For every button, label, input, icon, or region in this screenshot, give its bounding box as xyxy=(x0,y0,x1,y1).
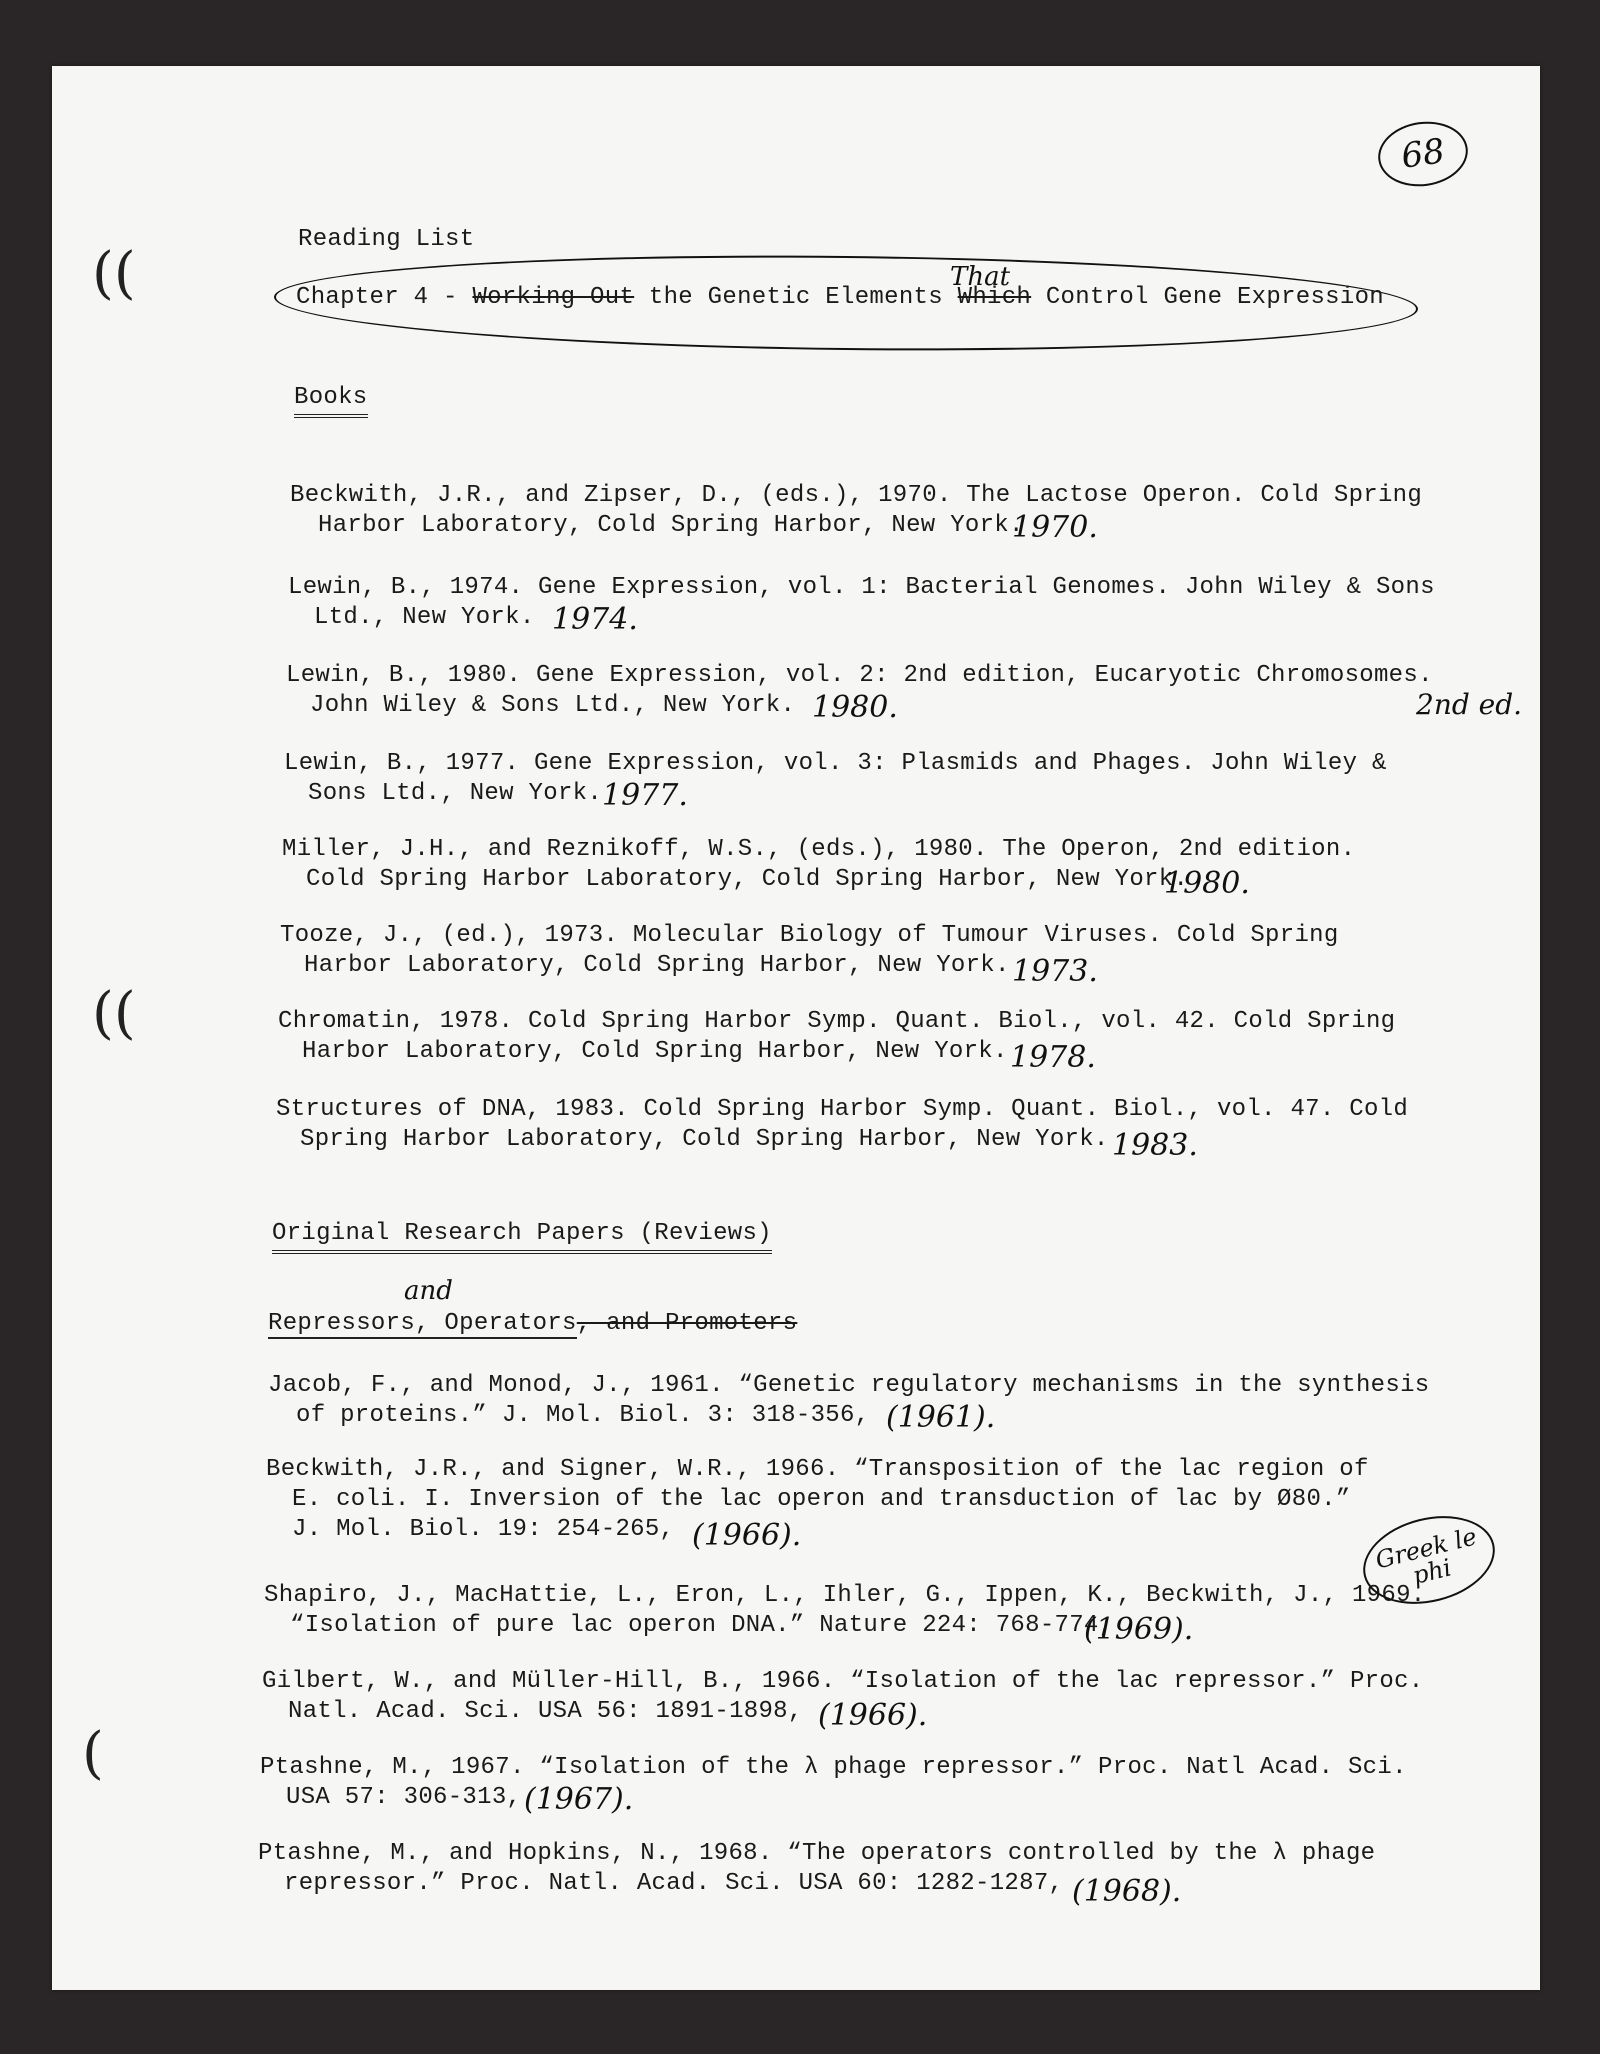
paper-entry-line: E. coli. I. Inversion of the lac operon and transduction of lac by Ø80.” xyxy=(292,1486,1351,1513)
handwritten-year: (1969). xyxy=(1084,1612,1194,1647)
book-entry-line: John Wiley & Sons Ltd., New York. xyxy=(310,692,796,719)
margin-bracket-mark: (( xyxy=(92,241,136,306)
subsection-heading: Repressors, Operators, and Promoters xyxy=(268,1310,798,1337)
handwritten-year: 1978. xyxy=(1010,1040,1096,1075)
book-entry-line: Structures of DNA, 1983. Cold Spring Harbor Symp. Quant. Biol., vol. 47. Cold xyxy=(276,1096,1409,1123)
handwritten-year: (1968). xyxy=(1072,1874,1182,1909)
margin-note-greek-phi: Greek le phi xyxy=(1354,1503,1504,1617)
handwritten-year: 1974. xyxy=(552,602,638,637)
handwritten-year: 1980. xyxy=(1164,866,1250,901)
margin-bracket-mark: ( xyxy=(82,1721,104,1786)
handwritten-edition: 2nd ed. xyxy=(1416,688,1523,721)
paper-entry-line: Jacob, F., and Monod, J., 1961. “Genetic regulatory mechanisms in the synthesis xyxy=(268,1372,1430,1399)
handwritten-year: (1966). xyxy=(692,1518,802,1553)
paper-entry-line: Shapiro, J., MacHattie, L., Eron, L., Ihler, G., Ippen, K., Beckwith, J., 1969. xyxy=(264,1582,1426,1609)
handwritten-insert: That xyxy=(950,262,1011,292)
handwritten-year: (1967). xyxy=(524,1782,634,1817)
book-entry-line: Cold Spring Harbor Laboratory, Cold Spring Harbor, New York. xyxy=(306,866,1189,893)
handwritten-year: 1973. xyxy=(1012,954,1098,989)
book-entry-line: Lewin, B., 1974. Gene Expression, vol. 1: Bacterial Genomes. John Wiley & Sons xyxy=(288,574,1435,601)
reading-list-title: Reading List xyxy=(298,226,475,253)
chapter-heading: Chapter 4 - Working Out the Genetic Elements Which Control Gene Expression xyxy=(296,284,1384,311)
book-entry-line: Harbor Laboratory, Cold Spring Harbor, New York. xyxy=(304,952,1010,979)
paper-entry-line: Ptashne, M., 1967. “Isolation of the λ phage repressor.” Proc. Natl Acad. Sci. xyxy=(260,1754,1407,1781)
paper-entry-line: Beckwith, J.R., and Signer, W.R., 1966. “Transposition of the lac region of xyxy=(266,1456,1369,1483)
book-entry-line: Harbor Laboratory, Cold Spring Harbor, New York. xyxy=(318,512,1024,539)
book-entry-line: Sons Ltd., New York. xyxy=(308,780,603,807)
handwritten-year: 1970. xyxy=(1012,510,1098,545)
paper-entry-line: Natl. Acad. Sci. USA 56: 1891-1898, xyxy=(288,1698,803,1725)
paper-entry-line: USA 57: 306-313, xyxy=(286,1784,522,1811)
book-entry-line: Beckwith, J.R., and Zipser, D., (eds.), 1970. The Lactose Operon. Cold Spring xyxy=(290,482,1423,509)
paper-entry-line: “Isolation of pure lac operon DNA.” Nature 224: 768-774, xyxy=(290,1612,1114,1639)
book-entry-line: Tooze, J., (ed.), 1973. Molecular Biology of Tumour Viruses. Cold Spring xyxy=(280,922,1339,949)
paper-entry-line: repressor.” Proc. Natl. Acad. Sci. USA 60: 1282-1287, xyxy=(284,1870,1064,1897)
book-entry-line: Lewin, B., 1977. Gene Expression, vol. 3: Plasmids and Phages. John Wiley & xyxy=(284,750,1387,777)
book-entry-line: Ltd., New York. xyxy=(314,604,535,631)
document-page xyxy=(52,66,1540,1990)
paper-entry-line: Ptashne, M., and Hopkins, N., 1968. “The operators controlled by the λ phage xyxy=(258,1840,1376,1867)
margin-bracket-mark: (( xyxy=(92,981,136,1046)
handwritten-year: (1961). xyxy=(886,1400,996,1435)
book-entry-line: Chromatin, 1978. Cold Spring Harbor Symp. Quant. Biol., vol. 42. Cold Spring xyxy=(278,1008,1396,1035)
handwritten-year: 1977. xyxy=(602,778,688,813)
paper-entry-line: of proteins.” J. Mol. Biol. 3: 318-356, xyxy=(296,1402,870,1429)
papers-heading: Original Research Papers (Reviews) xyxy=(272,1220,772,1247)
book-entry-line: Miller, J.H., and Reznikoff, W.S., (eds.), 1980. The Operon, 2nd edition. xyxy=(282,836,1356,863)
handwritten-year: (1966). xyxy=(818,1698,928,1733)
handwritten-year: 1983. xyxy=(1112,1128,1198,1163)
paper-entry-line: Gilbert, W., and Müller-Hill, B., 1966. “Isolation of the lac repressor.” Proc. xyxy=(262,1668,1424,1695)
page-number: 68 xyxy=(1374,116,1472,192)
books-heading: Books xyxy=(294,384,368,411)
paper-entry-line: J. Mol. Biol. 19: 254-265, xyxy=(292,1516,675,1543)
handwritten-insert: and xyxy=(404,1276,453,1306)
book-entry-line: Spring Harbor Laboratory, Cold Spring Harbor, New York. xyxy=(300,1126,1109,1153)
book-entry-line: Lewin, B., 1980. Gene Expression, vol. 2: 2nd edition, Eucaryotic Chromosomes. xyxy=(286,662,1433,689)
handwritten-year: 1980. xyxy=(812,690,898,725)
book-entry-line: Harbor Laboratory, Cold Spring Harbor, New York. xyxy=(302,1038,1008,1065)
